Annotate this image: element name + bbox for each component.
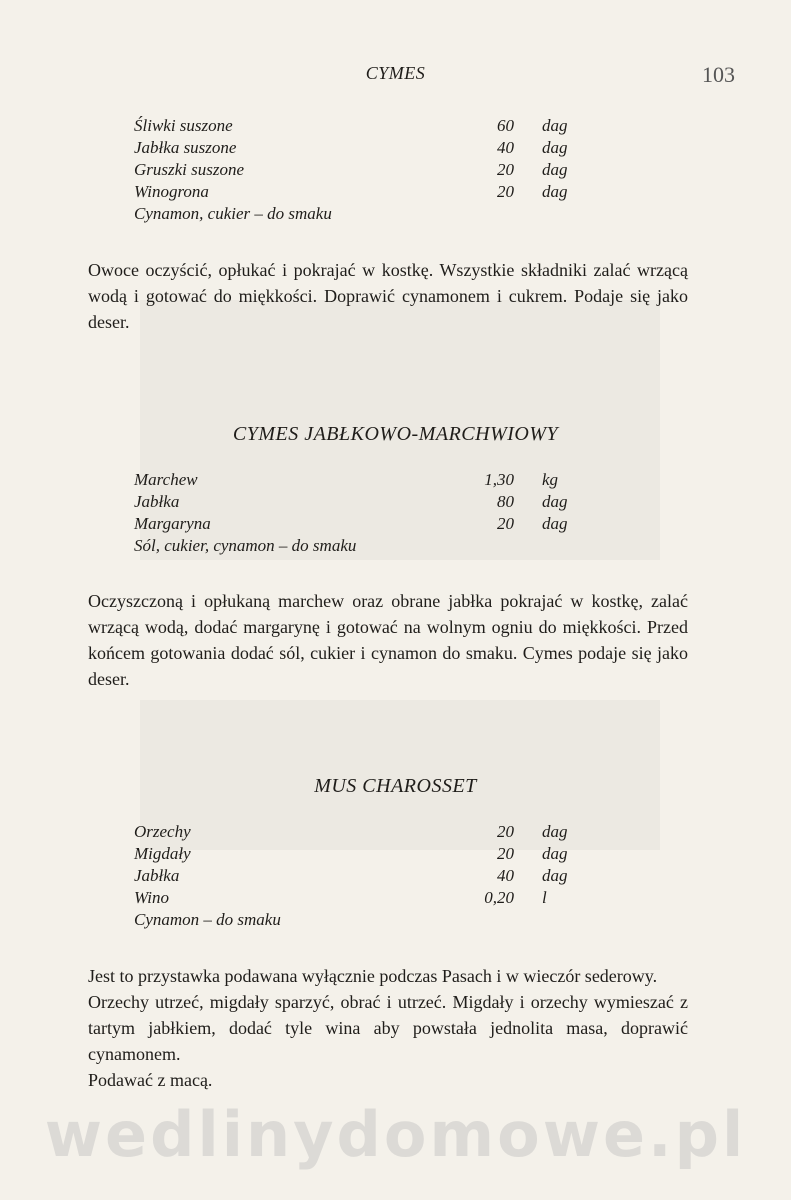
- ingredient-name: Sól, cukier, cynamon – do smaku: [134, 536, 357, 555]
- ingredient-unit: l: [542, 888, 547, 907]
- ingredient-row: [134, 535, 594, 557]
- ingredient-row: [134, 203, 594, 225]
- ingredient-unit: dag: [542, 866, 568, 885]
- ingredient-unit: dag: [542, 116, 568, 135]
- ingredient-row: [134, 513, 594, 535]
- ingredient-qty: 20: [497, 844, 514, 863]
- ingredient-list: [134, 115, 594, 225]
- ingredient-unit: dag: [542, 160, 568, 179]
- ingredient-name: Margaryna: [134, 514, 211, 533]
- ingredient-unit: kg: [542, 470, 559, 489]
- ingredient-list: [134, 821, 594, 931]
- ingredient-row: [134, 115, 594, 137]
- instructions-paragraph: [88, 963, 688, 1093]
- ingredient-qty: 20: [497, 514, 514, 533]
- ingredient-unit: dag: [542, 844, 568, 863]
- ingredient-name: Śliwki suszone: [134, 116, 233, 135]
- ingredient-qty: 40: [497, 138, 514, 157]
- ingredient-row: [134, 159, 594, 181]
- ingredient-row: [134, 887, 594, 909]
- instructions-paragraph: [88, 257, 688, 335]
- ingredient-row: [134, 821, 594, 843]
- ingredient-row: [134, 469, 594, 491]
- instructions-text: Owoce oczyścić, opłukać i pokrajać w kostkę. Wszystkie składniki zalać wrzącą wodą i gotować do miękkości. Doprawić cynamonem i cukrem. Podaje się jako deser.: [88, 260, 688, 332]
- watermark: wedlinydomowe.pl: [44, 1098, 747, 1171]
- ingredient-row: [134, 909, 594, 931]
- instructions-text: Orzechy utrzeć, migdały sparzyć, obrać i utrzeć. Migdały i orzechy wymieszać z tartym jabłkiem, dodać tyle wina aby powstała jednolita masa, doprawić cynamonem.: [88, 992, 688, 1064]
- ingredient-qty: 1,30: [484, 470, 514, 489]
- serving-text: Podawać z macą.: [88, 1070, 213, 1090]
- ingredient-qty: 20: [497, 182, 514, 201]
- ingredient-unit: dag: [542, 182, 568, 201]
- recipe-title: MUS CHAROSSET: [314, 775, 477, 797]
- ingredient-unit: dag: [542, 514, 568, 533]
- ingredient-row: [134, 491, 594, 513]
- ingredient-name: Marchew: [134, 470, 198, 489]
- ingredient-row: [134, 865, 594, 887]
- ingredient-row: [134, 137, 594, 159]
- ingredient-qty: 40: [497, 866, 514, 885]
- ingredient-name: Jabłka: [134, 866, 180, 885]
- ingredient-unit: dag: [542, 492, 568, 511]
- ingredient-name: Gruszki suszone: [134, 160, 245, 179]
- ingredient-qty: 20: [497, 822, 514, 841]
- intro-text: Jest to przystawka podawana wyłącznie podczas Pasach i w wieczór sederowy.: [88, 966, 658, 986]
- ingredient-qty: 20: [497, 160, 514, 179]
- ingredient-name: Jabłka suszone: [134, 138, 237, 157]
- ingredient-name: Migdały: [134, 844, 191, 863]
- running-header: CYMES: [365, 63, 426, 83]
- ingredient-list: [134, 469, 594, 557]
- instructions-paragraph: [88, 588, 688, 692]
- ingredient-name: Winogrona: [134, 182, 209, 201]
- ingredient-qty: 60: [497, 116, 514, 135]
- ingredient-name: Orzechy: [134, 822, 191, 841]
- ingredient-row: [134, 843, 594, 865]
- ingredient-row: [134, 181, 594, 203]
- ingredient-name: Wino: [134, 888, 169, 907]
- ingredient-name: Jabłka: [134, 492, 180, 511]
- recipe-title: CYMES JABŁKOWO-MARCHWIOWY: [232, 423, 559, 445]
- ingredient-unit: dag: [542, 822, 568, 841]
- ingredient-qty: 0,20: [484, 888, 514, 907]
- page-number: 103: [702, 62, 735, 87]
- ingredient-name: Cynamon, cukier – do smaku: [134, 204, 332, 223]
- ingredient-name: Cynamon – do smaku: [134, 910, 281, 929]
- ingredient-qty: 80: [497, 492, 514, 511]
- ingredient-unit: dag: [542, 138, 568, 157]
- instructions-text: Oczyszczoną i opłukaną marchew oraz obrane jabłka pokrajać w kostkę, zalać wrzącą wodą, dodać margarynę i gotować na wolnym ogniu do miękkości. Przed końcem gotowania dodać sól, cukier i cynamon do smaku. Cymes podaje się jako deser.: [88, 591, 688, 689]
